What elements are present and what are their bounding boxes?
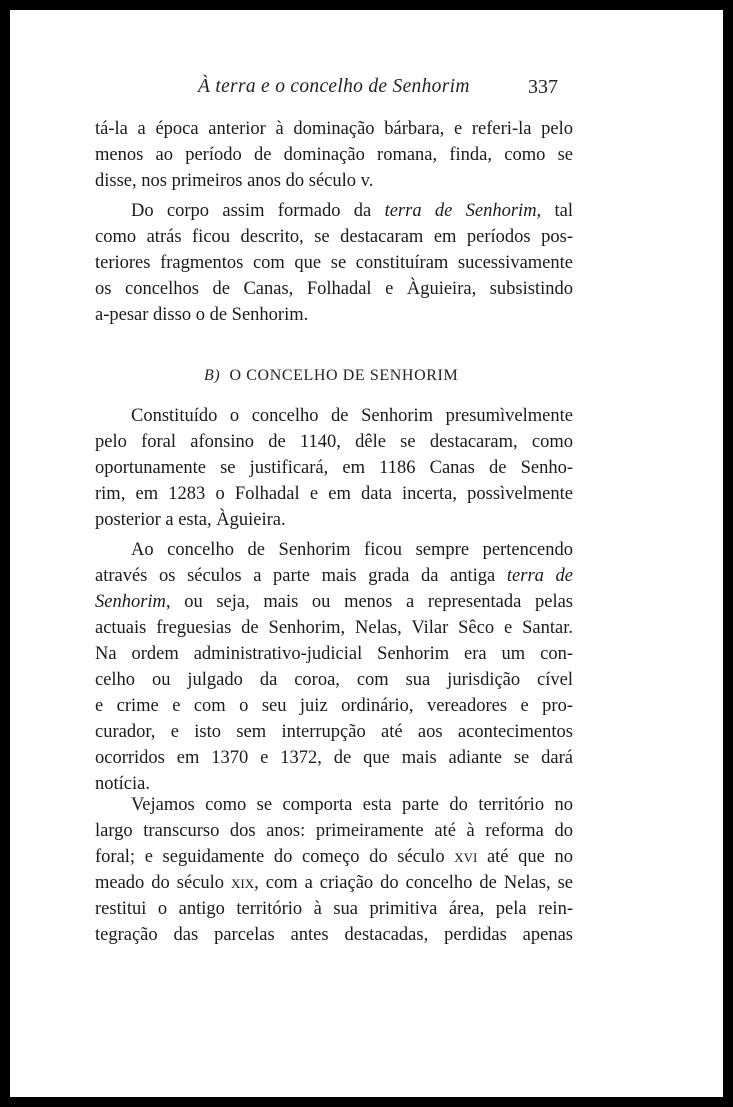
italic-text-run: terra de Senhorim, xyxy=(384,201,542,221)
page-number: 337 xyxy=(528,76,558,98)
italic-text-run: Senhorim, xyxy=(95,592,171,612)
text-line: rim, em 1283 o Folhadal e em data incerta, possìvelmente xyxy=(95,484,573,504)
text-run: ou seja, mais ou menos a representada pelas xyxy=(170,592,573,612)
text-line: Na ordem administrativo-judicial Senhorim era um con- xyxy=(95,644,573,664)
text-line: Constituído o concelho de Senhorim presumìvelmente xyxy=(131,406,573,426)
text-line xyxy=(95,870,573,896)
text-run: meado do século xyxy=(95,873,232,893)
page-border-bottom xyxy=(0,1097,733,1107)
paragraph-5 xyxy=(95,792,573,948)
text-line: disse, nos primeiros anos do século v. xyxy=(95,171,374,191)
text-line: curador, e isto sem interrupção até aos acontecimentos xyxy=(95,722,573,742)
paragraph-3 xyxy=(95,403,573,533)
text-line xyxy=(95,198,573,224)
text-line: posterior a esta, Àguieira. xyxy=(95,510,286,530)
page-border-top xyxy=(0,0,733,10)
paragraph-1 xyxy=(95,116,573,194)
text-line: tá-la a época anterior à dominação bárbara, e referi-la pelo xyxy=(95,119,573,139)
text-run: foral; e seguidamente do começo do século xyxy=(95,847,455,867)
roman-numeral: xix xyxy=(231,873,255,893)
text-line: celho ou julgado da coroa, com sua jurisdição cível xyxy=(95,670,573,690)
page-border-right xyxy=(723,0,733,1107)
italic-text-run: terra de xyxy=(506,566,573,586)
text-run: tal xyxy=(541,201,573,221)
text-line: teriores fragmentos com que se constituíram sucessivamente xyxy=(95,253,573,273)
paragraph-2 xyxy=(95,198,573,328)
text-line: tegração das parcelas antes destacadas, perdidas apenas xyxy=(95,925,573,945)
text-line: pelo foral afonsino de 1140, dêle se destacaram, como xyxy=(95,432,573,452)
text-line: e crime e com o seu juiz ordinário, vereadores e pro- xyxy=(95,696,573,716)
text-line: Vejamos como se comporta esta parte do território no xyxy=(131,795,573,815)
page-border-left xyxy=(0,0,10,1107)
text-run: Do corpo assim formado da xyxy=(131,201,385,221)
text-line: actuais freguesias de Senhorim, Nelas, Vilar Sêco e Santar. xyxy=(95,618,573,638)
text-line: Ao concelho de Senhorim ficou sempre pertencendo xyxy=(131,540,573,560)
text-line xyxy=(95,844,573,870)
text-line: largo transcurso dos anos: primeiramente até à reforma do xyxy=(95,821,573,841)
text-line: oportunamente se justificará, em 1186 Canas de Senho- xyxy=(95,458,573,478)
text-run: através os séculos a parte mais grada da antiga xyxy=(95,566,507,586)
running-header-title: À terra e o concelho de Senhorim xyxy=(198,76,470,97)
text-line: restitui o antigo território à sua primitiva área, pela rein- xyxy=(95,899,573,919)
text-line: ocorridos em 1370 e 1372, de que mais adiante se dará xyxy=(95,748,573,768)
text-line: a-pesar disso o de Senhorim. xyxy=(95,305,309,325)
section-heading xyxy=(204,367,458,385)
text-run: , com a criação do concelho de Nelas, se xyxy=(254,873,573,893)
text-line xyxy=(95,589,573,615)
paragraph-4 xyxy=(95,537,573,797)
text-line xyxy=(95,563,573,589)
text-line: notícia. xyxy=(95,774,150,794)
text-line: os concelhos de Canas, Folhadal e Àguieira, subsistindo xyxy=(95,279,573,299)
text-line: como atrás ficou descrito, se destacaram em períodos pos- xyxy=(95,227,573,247)
section-title: O CONCELHO DE SENHORIM xyxy=(229,367,459,384)
text-line: menos ao período de dominação romana, finda, como se xyxy=(95,145,573,165)
roman-numeral: xvi xyxy=(454,847,478,867)
text-run: até que no xyxy=(477,847,573,867)
section-letter: B) xyxy=(204,367,221,384)
